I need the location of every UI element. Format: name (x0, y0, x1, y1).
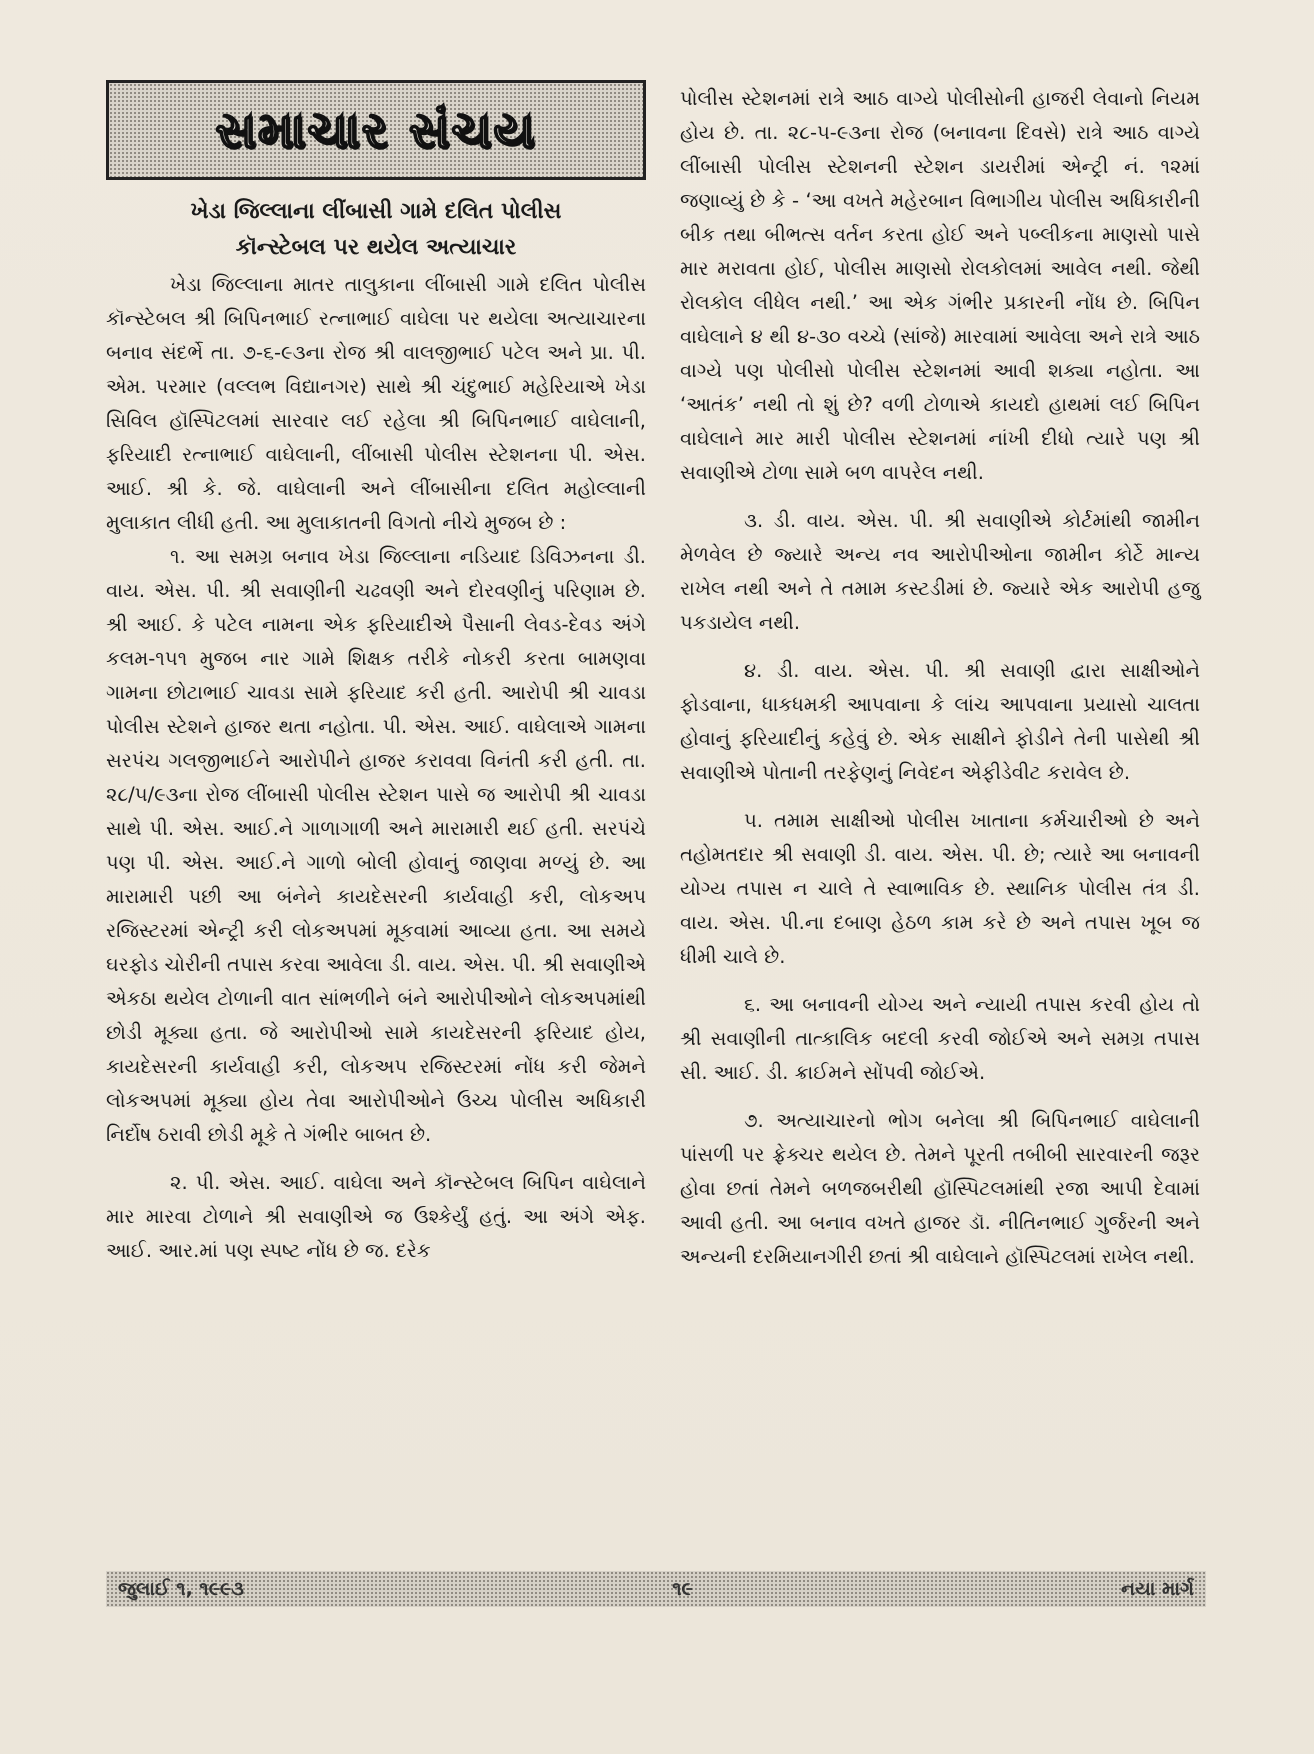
paragraph-point-3: ૩. ડી. વાય. એસ. પી. શ્રી સવાણીએ કોર્ટમાંથી જામીન મેળવેલ છે જ્યારે અન્ય નવ આરોપીઓના જામીન કોર્ટે માન્ય રાખેલ નથી અને તે તમામ કસ્ટડીમાં છે. જ્યારે એક આરોપી હજુ પકડાયેલ નથી. (680, 509, 1200, 634)
section-masthead (106, 80, 646, 180)
headline-line-1: ખેડા જિલ્લાના લીંબાસી ગામે દલિત પોલીસ (190, 199, 562, 224)
paragraph-point-2: ૨. પી. એસ. આઈ. વાઘેલા અને કૉન્સ્ટેબલ બિપિન વાઘેલાને માર મારવા ટોળાને શ્રી સવાણીએ જ ઉશ્કેર્યું હતું. આ અંગે એફ. આઈ. આર.માં પણ સ્પષ્ટ નોંધ છે જ. દરેક (106, 1171, 646, 1262)
paragraph-point-5: ૫. તમામ સાક્ષીઓ પોલીસ ખાતાના કર્મચારીઓ છે અને તહોમતદાર શ્રી સવાણી ડી. વાય. એસ. પી. છે; ત્યારે આ બનાવની યોગ્ય તપાસ ન ચાલે તે સ્વાભાવિક છે. સ્થાનિક પોલીસ તંત્ર ડી. વાય. એસ. પી.ના દબાણ હેઠળ કામ કરે છે અને તપાસ ખૂબ જ ધીમી ચાલે છે. (680, 809, 1200, 968)
paragraph-point-4: ૪. ડી. વાય. એસ. પી. શ્રી સવાણી દ્વારા સાક્ષીઓને ફોડવાના, ધાકધમકી આપવાના કે લાંચ આપવાના પ્રયાસો ચાલતા હોવાનું ફરિયાદીનું કહેવું છે. એક સાક્ષીને ફોડીને તેની પાસેથી શ્રી સવાણીએ પોતાની તરફેણનું નિવેદન એફીડેવીટ કરાવેલ છે. (680, 659, 1200, 784)
paragraph-intro: ખેડા જિલ્લાના માતર તાલુકાના લીંબાસી ગામે દલિત પોલીસ કૉન્સ્ટેબલ શ્રી બિપિનભાઈ રત્નાભાઈ વાઘેલા પર થયેલા અત્યાચારના બનાવ સંદર્ભે તા. ૭-૬-૯૩ના રોજ શ્રી વાલજીભાઈ પટેલ અને પ્રા. પી. એમ. પરમાર (વલ્લભ વિદ્યાનગર) સાથે શ્રી ચંદુભાઈ મહેરિયાએ ખેડા સિવિલ હૉસ્પિટલમાં સારવાર લઈ રહેલા શ્રી બિપિનભાઈ વાઘેલાની, ફરિયાદી રત્નાભાઈ વાઘેલાની, લીંબાસી પોલીસ સ્ટેશનના પી. એસ. આઈ. શ્રી કે. જે. વાઘેલાની અને લીંબાસીના દલિત મહોલ્લાની મુલાકાત લીધી હતી. આ મુલાકાતની વિગતો નીચે મુજબ છે : (106, 273, 646, 534)
left-column (106, 80, 646, 1268)
paragraph-point-2-continued: પોલીસ સ્ટેશનમાં રાત્રે આઠ વાગ્યે પોલીસોની હાજરી લેવાનો નિયમ હોય છે. તા. ૨૮-૫-૯૩ના રોજ (બનાવના દિવસે) રાત્રે આઠ વાગ્યે લીંબાસી પોલીસ સ્ટેશનની સ્ટેશન ડાયરીમાં એન્ટ્રી નં. ૧૨માં જણાવ્યું છે કે - ‘આ વખતે મહેરબાન વિભાગીય પોલીસ અધિકારીની બીક તથા બીભત્સ વર્તન કરતા હોઈ અને પબ્લીકના માણસો પાસે માર મરાવતા હોઈ, પોલીસ માણસો રોલકોલમાં આવેલ નથી. જેથી રોલકોલ લીધેલ નથી.’ આ એક ગંભીર પ્રકારની નોંધ છે. બિપિન વાઘેલાને ૪ થી ૪-૩૦ વચ્ચે (સાંજે) મારવામાં આવેલા અને રાત્રે આઠ વાગ્યે પણ પોલીસો પોલીસ સ્ટેશનમાં આવી શક્યા નહોતા. આ ‘આતંક’ નથી તો શું છે? વળી ટોળાએ કાયદો હાથમાં લઈ બિપિન વાઘેલાને માર મારી પોલીસ સ્ટેશનમાં નાંખી દીધો ત્યારે પણ શ્રી સવાણીએ ટોળા સામે બળ વાપરેલ નથી. (680, 87, 1200, 484)
paragraph-point-6: ૬. આ બનાવની યોગ્ય અને ન્યાયી તપાસ કરવી હોય તો શ્રી સવાણીની તાત્કાલિક બદલી કરવી જોઈએ અને સમગ્ર તપાસ સી. આઈ. ડી. ક્રાઈમને સોંપવી જોઈએ. (680, 993, 1200, 1084)
right-column (680, 82, 1200, 1274)
footer-page-number: ૧૯ (672, 1578, 693, 1600)
footer-publication: નયા માર્ગ (1121, 1578, 1194, 1600)
footer-date: જુલાઈ ૧, ૧૯૯૩ (118, 1578, 244, 1600)
page-footer (106, 1571, 1206, 1607)
paragraph-point-1: ૧. આ સમગ્ર બનાવ ખેડા જિલ્લાના નડિયાદ ડિવિઝનના ડી. વાય. એસ. પી. શ્રી સવાણીની ચઢવણી અને દોરવણીનું પરિણામ છે. શ્રી આઈ. કે પટેલ નામના એક ફરિયાદીએ પૈસાની લેવડ-દેવડ અંગે કલમ-૧૫૧ મુજબ નાર ગામે શિક્ષક તરીકે નોકરી કરતા બામણવા ગામના છોટાભાઈ ચાવડા સામે ફરિયાદ કરી હતી. આરોપી શ્રી ચાવડા પોલીસ સ્ટેશને હાજર થતા નહોતા. પી. એસ. આઈ. વાઘેલાએ ગામના સરપંચ ગલજીભાઈને આરોપીને હાજર કરાવવા વિનંતી કરી હતી. તા. ૨૮/૫/૯૩ના રોજ લીંબાસી પોલીસ સ્ટેશન પાસે જ આરોપી શ્રી ચાવડા સાથે પી. એસ. આઈ.ને ગાળાગાળી અને મારામારી થઈ હતી. સરપંચે પણ પી. એસ. આઈ.ને ગાળો બોલી હોવાનું જાણવા મળ્યું છે. આ મારામારી પછી આ બંનેને કાયદેસરની કાર્યવાહી કરી, લોકઅપ રજિસ્ટરમાં એન્ટ્રી કરી લોકઅપમાં મૂકવામાં આવ્યા હતા. આ સમયે ઘરફોડ ચોરીની તપાસ કરવા આવેલા ડી. વાય. એસ. પી. શ્રી સવાણીએ એકઠા થયેલ ટોળાની વાત સાંભળીને બંને આરોપીઓને લોકઅપમાંથી છોડી મૂક્યા હતા. જે આરોપીઓ સામે કાયદેસરની ફરિયાદ હોય, કાયદેસરની કાર્યવાહી કરી, લોકઅપ રજિસ્ટરમાં નોંધ કરી જેમને લોકઅપમાં મૂક્યા હોય તેવા આરોપીઓને ઉચ્ચ પોલીસ અધિકારી નિર્દોષ ઠરાવી છોડી મૂકે તે ગંભીર બાબત છે. (106, 545, 646, 1146)
paragraph-point-7: ૭. અત્યાચારનો ભોગ બનેલા શ્રી બિપિનભાઈ વાઘેલાની પાંસળી પર ફ્રેક્ચર થયેલ છે. તેમને પૂરતી તબીબી સારવારની જરૂર હોવા છતાં તેમને બળજબરીથી હૉસ્પિટલમાંથી રજા આપી દેવામાં આવી હતી. આ બનાવ વખતે હાજર ડૉ. નીતિનભાઈ ગુર્જરની અને અન્યની દરમિયાનગીરી છતાં શ્રી વાઘેલાને હૉસ્પિટલમાં રાખેલ નથી. (680, 1109, 1200, 1268)
article-headline (106, 194, 646, 266)
headline-line-2: કૉન્સ્ટેબલ પર થયેલ અત્યાચાર (235, 235, 517, 260)
section-title: સમાચાર સંચય (215, 101, 537, 159)
